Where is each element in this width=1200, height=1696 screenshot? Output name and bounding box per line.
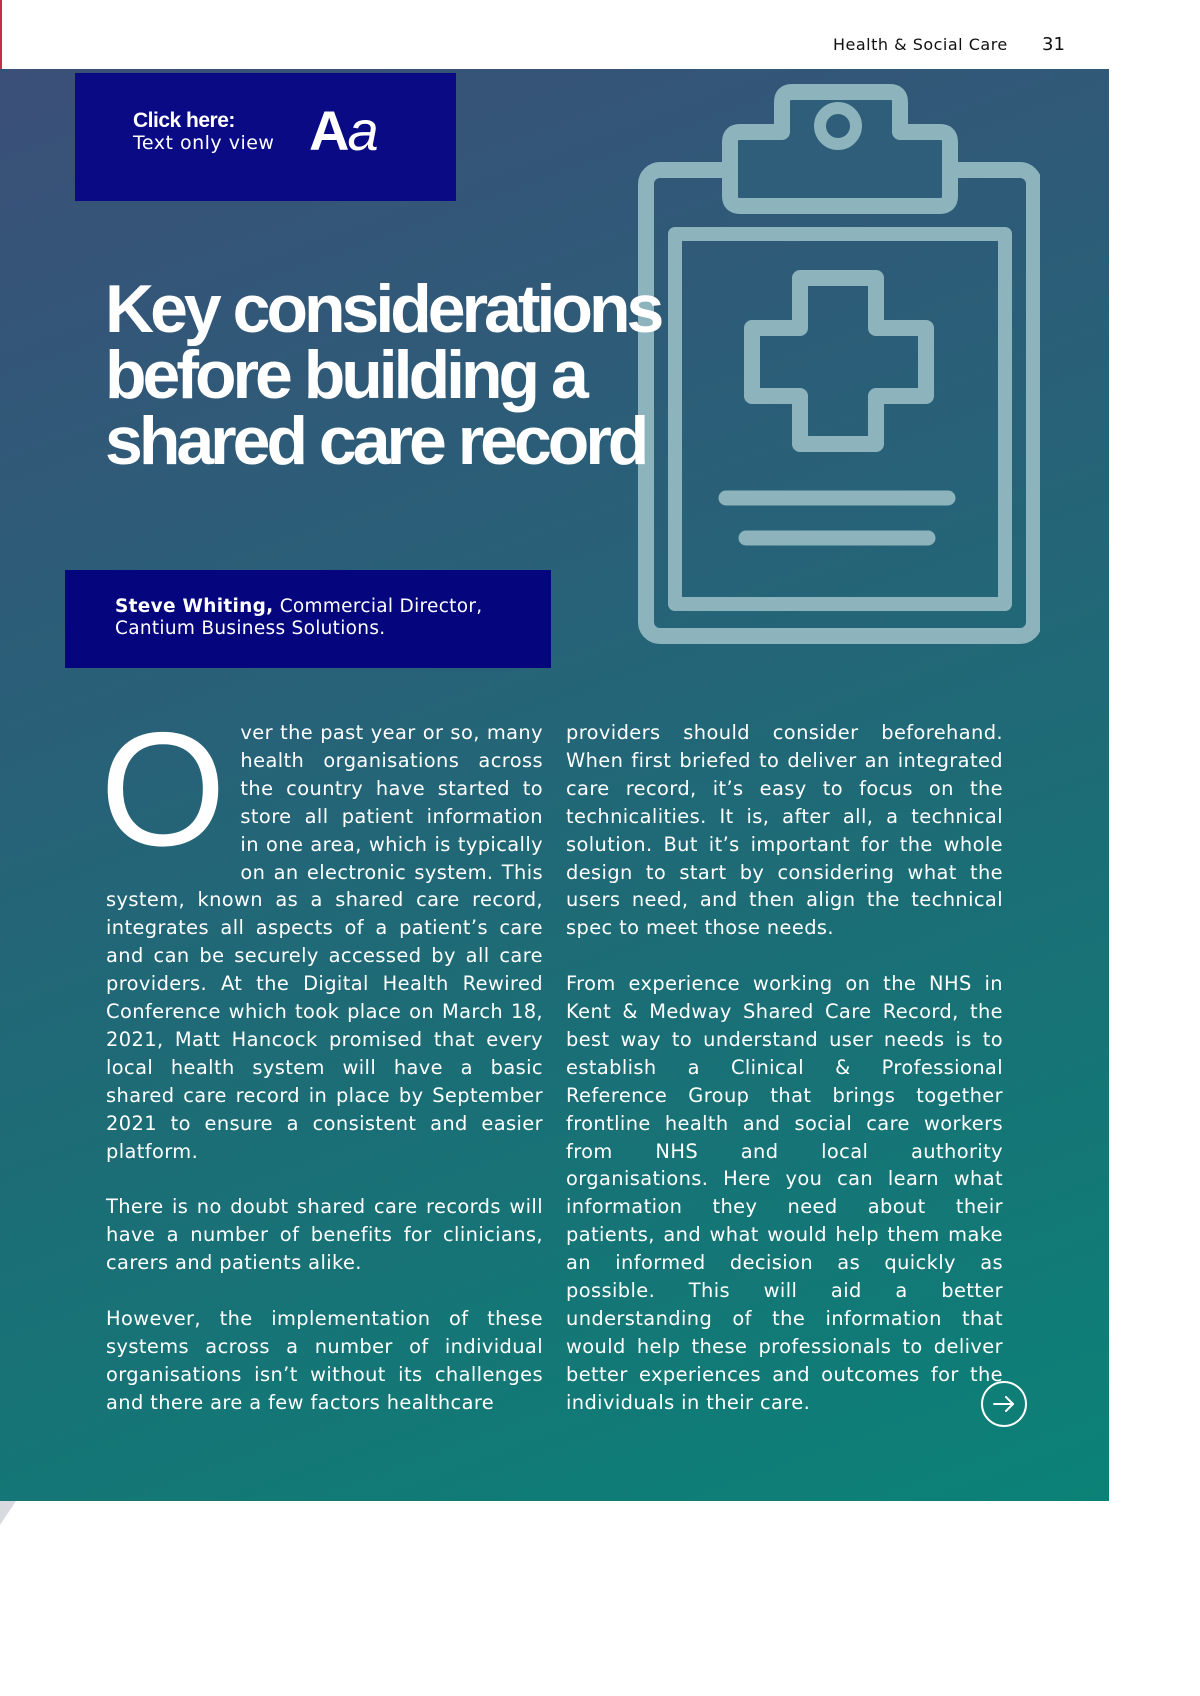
arrow-right-circle-icon bbox=[983, 1383, 1025, 1425]
font-aa-icon bbox=[309, 101, 377, 161]
article-paragraph: There is no doubt shared care records will have a number of benefits for clinicians, carers and patients alike. bbox=[106, 1195, 543, 1275]
title-line-2: before building a bbox=[105, 337, 585, 413]
article-paragraph: providers should consider beforehand. When first briefed to deliver an integrated care record, it’s easy to focus on the technicalities. It is, after all, a technical solution. But it’s important for the whole design to start by considering what the users need, and then align the technical spec to meet those needs. bbox=[566, 721, 1003, 940]
author-company: Cantium Business Solutions. bbox=[115, 618, 386, 639]
paragraph-text: ver the past year or so, many health organisations across the country have started to store all patient information in one area, which is typically on an electronic system. This system, known as a shared care record, integrates all aspects of a patient’s care and can be securely accessed by all care providers. At the Digital Health Rewired Conference which took place on March 18, 2021, Matt Hancock promised that every local health system will have a basic shared care record in place by September 2021 to ensure a consistent and easier platform. bbox=[106, 721, 543, 1163]
author-name: Steve Whiting, bbox=[115, 596, 274, 617]
title-line-1: Key considerations bbox=[105, 271, 661, 347]
author-byline bbox=[65, 570, 551, 668]
article-column-right bbox=[566, 719, 1003, 1445]
page-curl-corner bbox=[0, 1501, 16, 1525]
text-only-view-button[interactable] bbox=[75, 73, 456, 201]
aa-icon-upper: A bbox=[309, 99, 348, 162]
page-title bbox=[105, 271, 785, 479]
article-paragraph bbox=[100, 699, 543, 1166]
text-view-label: Click here: bbox=[133, 109, 235, 132]
text-view-sublabel: Text only view bbox=[133, 132, 275, 154]
next-page-button[interactable] bbox=[981, 1381, 1027, 1427]
drop-cap: O bbox=[100, 699, 227, 880]
section-label: Health & Social Care bbox=[833, 35, 1008, 54]
article-paragraph: From experience working on the NHS in Kent & Medway Shared Care Record, the best way to understand user needs is to establish a Clinical & Professional Reference Group that brings together frontline health and social care workers from NHS and local authority organisations. Here you can learn what information they need about their patients, and what would help them make an informed decision as quickly as possible. This will aid a better understanding of the information that would help these professionals to deliver better experiences and outcomes for the individuals in their care. bbox=[566, 972, 1003, 1414]
author-role: Commercial Director, bbox=[273, 596, 483, 617]
aa-icon-lower: a bbox=[347, 99, 377, 162]
title-line-3: shared care record bbox=[105, 403, 646, 479]
page-number: 31 bbox=[1042, 34, 1065, 55]
article-paragraph: However, the implementation of these systems across a number of individual organisations isn’t without its challenges and there are a few factors healthcare bbox=[106, 1307, 543, 1414]
page-header bbox=[0, 0, 1109, 69]
article-column-left bbox=[100, 699, 543, 1445]
